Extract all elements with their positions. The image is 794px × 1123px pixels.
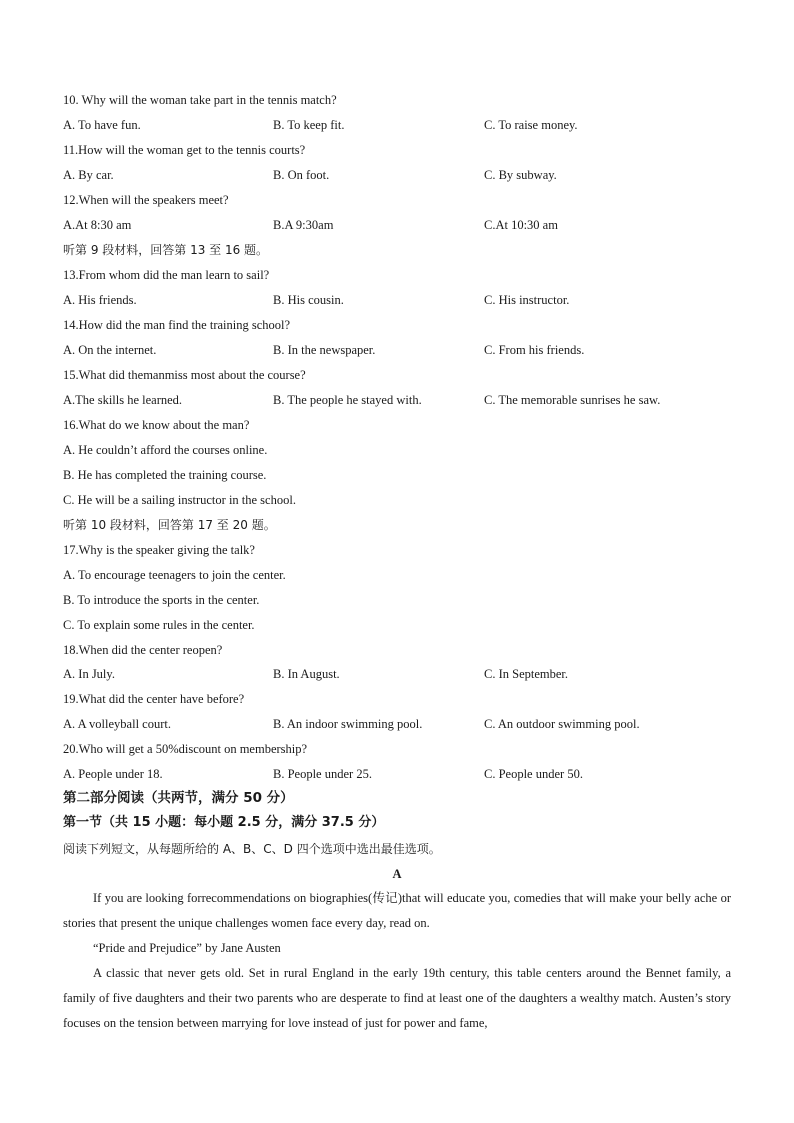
section-note-part9: 听第 9 段材料，回答第 13 至 16 题。 [63,243,269,257]
question-20-stem: 20.Who will get a 50%discount on membership? [63,742,308,756]
question-15-stem: 15.What did themanmiss most about the course? [63,368,306,382]
reading-instruction: 阅读下列短文，从每题所给的 A、B、C、D 四个选项中选出最佳选项。 [63,842,441,856]
question-12-stem: 12.When will the speakers meet? [63,193,229,207]
q10-option-b: B. To keep fit. [273,118,345,132]
q13-option-c: C. His instructor. [484,293,570,307]
passage-paragraph-2: A classic that never gets old. Set in rural England in the early 19th century, this table centers around the Bennet family, a family of five daughters and their two parents who are desperate to find at least one of the daughters a wealthy match. Austen’s story focuses on the tension between marrying for love instead of just for power and fame, [63,966,731,1030]
q15-option-c: C. The memorable sunrises he saw. [484,393,661,407]
part2-title: 第二部分阅读（共两节，满分 50 分） [63,790,294,806]
q11-option-a: A. By car. [63,168,114,182]
q10-option-a: A. To have fun. [63,118,141,132]
section1-title: 第一节（共 15 小题：每小题 2.5 分，满分 37.5 分） [63,815,385,830]
q14-option-a: A. On the internet. [63,343,157,357]
q19-option-a: A. A volleyball court. [63,717,171,731]
q17-option-b: B. To introduce the sports in the center. [63,593,260,607]
q17-option-c: C. To explain some rules in the center. [63,618,255,632]
q13-option-a: A. His friends. [63,293,137,307]
q12-option-b: B.A 9:30am [273,218,334,232]
q15-option-a: A.The skills he learned. [63,393,183,407]
q19-option-c: C. An outdoor swimming pool. [484,717,640,731]
q20-option-a: A. People under 18. [63,767,163,781]
q17-option-a: A. To encourage teenagers to join the center. [63,568,286,582]
q18-option-c: C. In September. [484,667,569,681]
q18-option-b: B. In August. [273,667,340,681]
book-title: “Pride and Prejudice” by Jane Austen [93,941,281,955]
q15-option-b: B. The people he stayed with. [273,393,422,407]
q20-option-c: C. People under 50. [484,767,583,781]
q11-option-b: B. On foot. [273,168,330,182]
q20-option-b: B. People under 25. [273,767,372,781]
section-note-part10: 听第 10 段材料，回答第 17 至 20 题。 [63,518,276,532]
question-14-stem: 14.How did the man find the training school? [63,318,291,332]
question-13-stem: 13.From whom did the man learn to sail? [63,268,270,282]
q18-option-a: A. In July. [63,667,115,681]
q12-option-c: C.At 10:30 am [484,218,558,232]
passage-paragraph-1: If you are looking forrecommendations on biographies(传记)that will educate you, comedies that will make your belly ache or stories that present the unique challenges women face every day, read on. [63,891,731,930]
q13-option-b: B. His cousin. [273,293,344,307]
question-18-stem: 18.When did the center reopen? [63,643,223,657]
q16-option-c: C. He will be a sailing instructor in the school. [63,493,296,507]
q11-option-c: C. By subway. [484,168,557,182]
question-19-stem: 19.What did the center have before? [63,692,245,706]
q10-option-c: C. To raise money. [484,118,578,132]
question-11-stem: 11.How will the woman get to the tennis courts? [63,143,306,157]
q16-option-a: A. He couldn’t afford the courses online. [63,443,268,457]
q14-option-b: B. In the newspaper. [273,343,376,357]
question-17-stem: 17.Why is the speaker giving the talk? [63,543,255,557]
passage-label: A [392,867,402,881]
q14-option-c: C. From his friends. [484,343,585,357]
question-16-stem: 16.What do we know about the man? [63,418,250,432]
q12-option-a: A.At 8:30 am [63,218,132,232]
question-10-stem: 10. Why will the woman take part in the tennis match? [63,93,337,107]
q19-option-b: B. An indoor swimming pool. [273,717,423,731]
q16-option-b: B. He has completed the training course. [63,468,267,482]
